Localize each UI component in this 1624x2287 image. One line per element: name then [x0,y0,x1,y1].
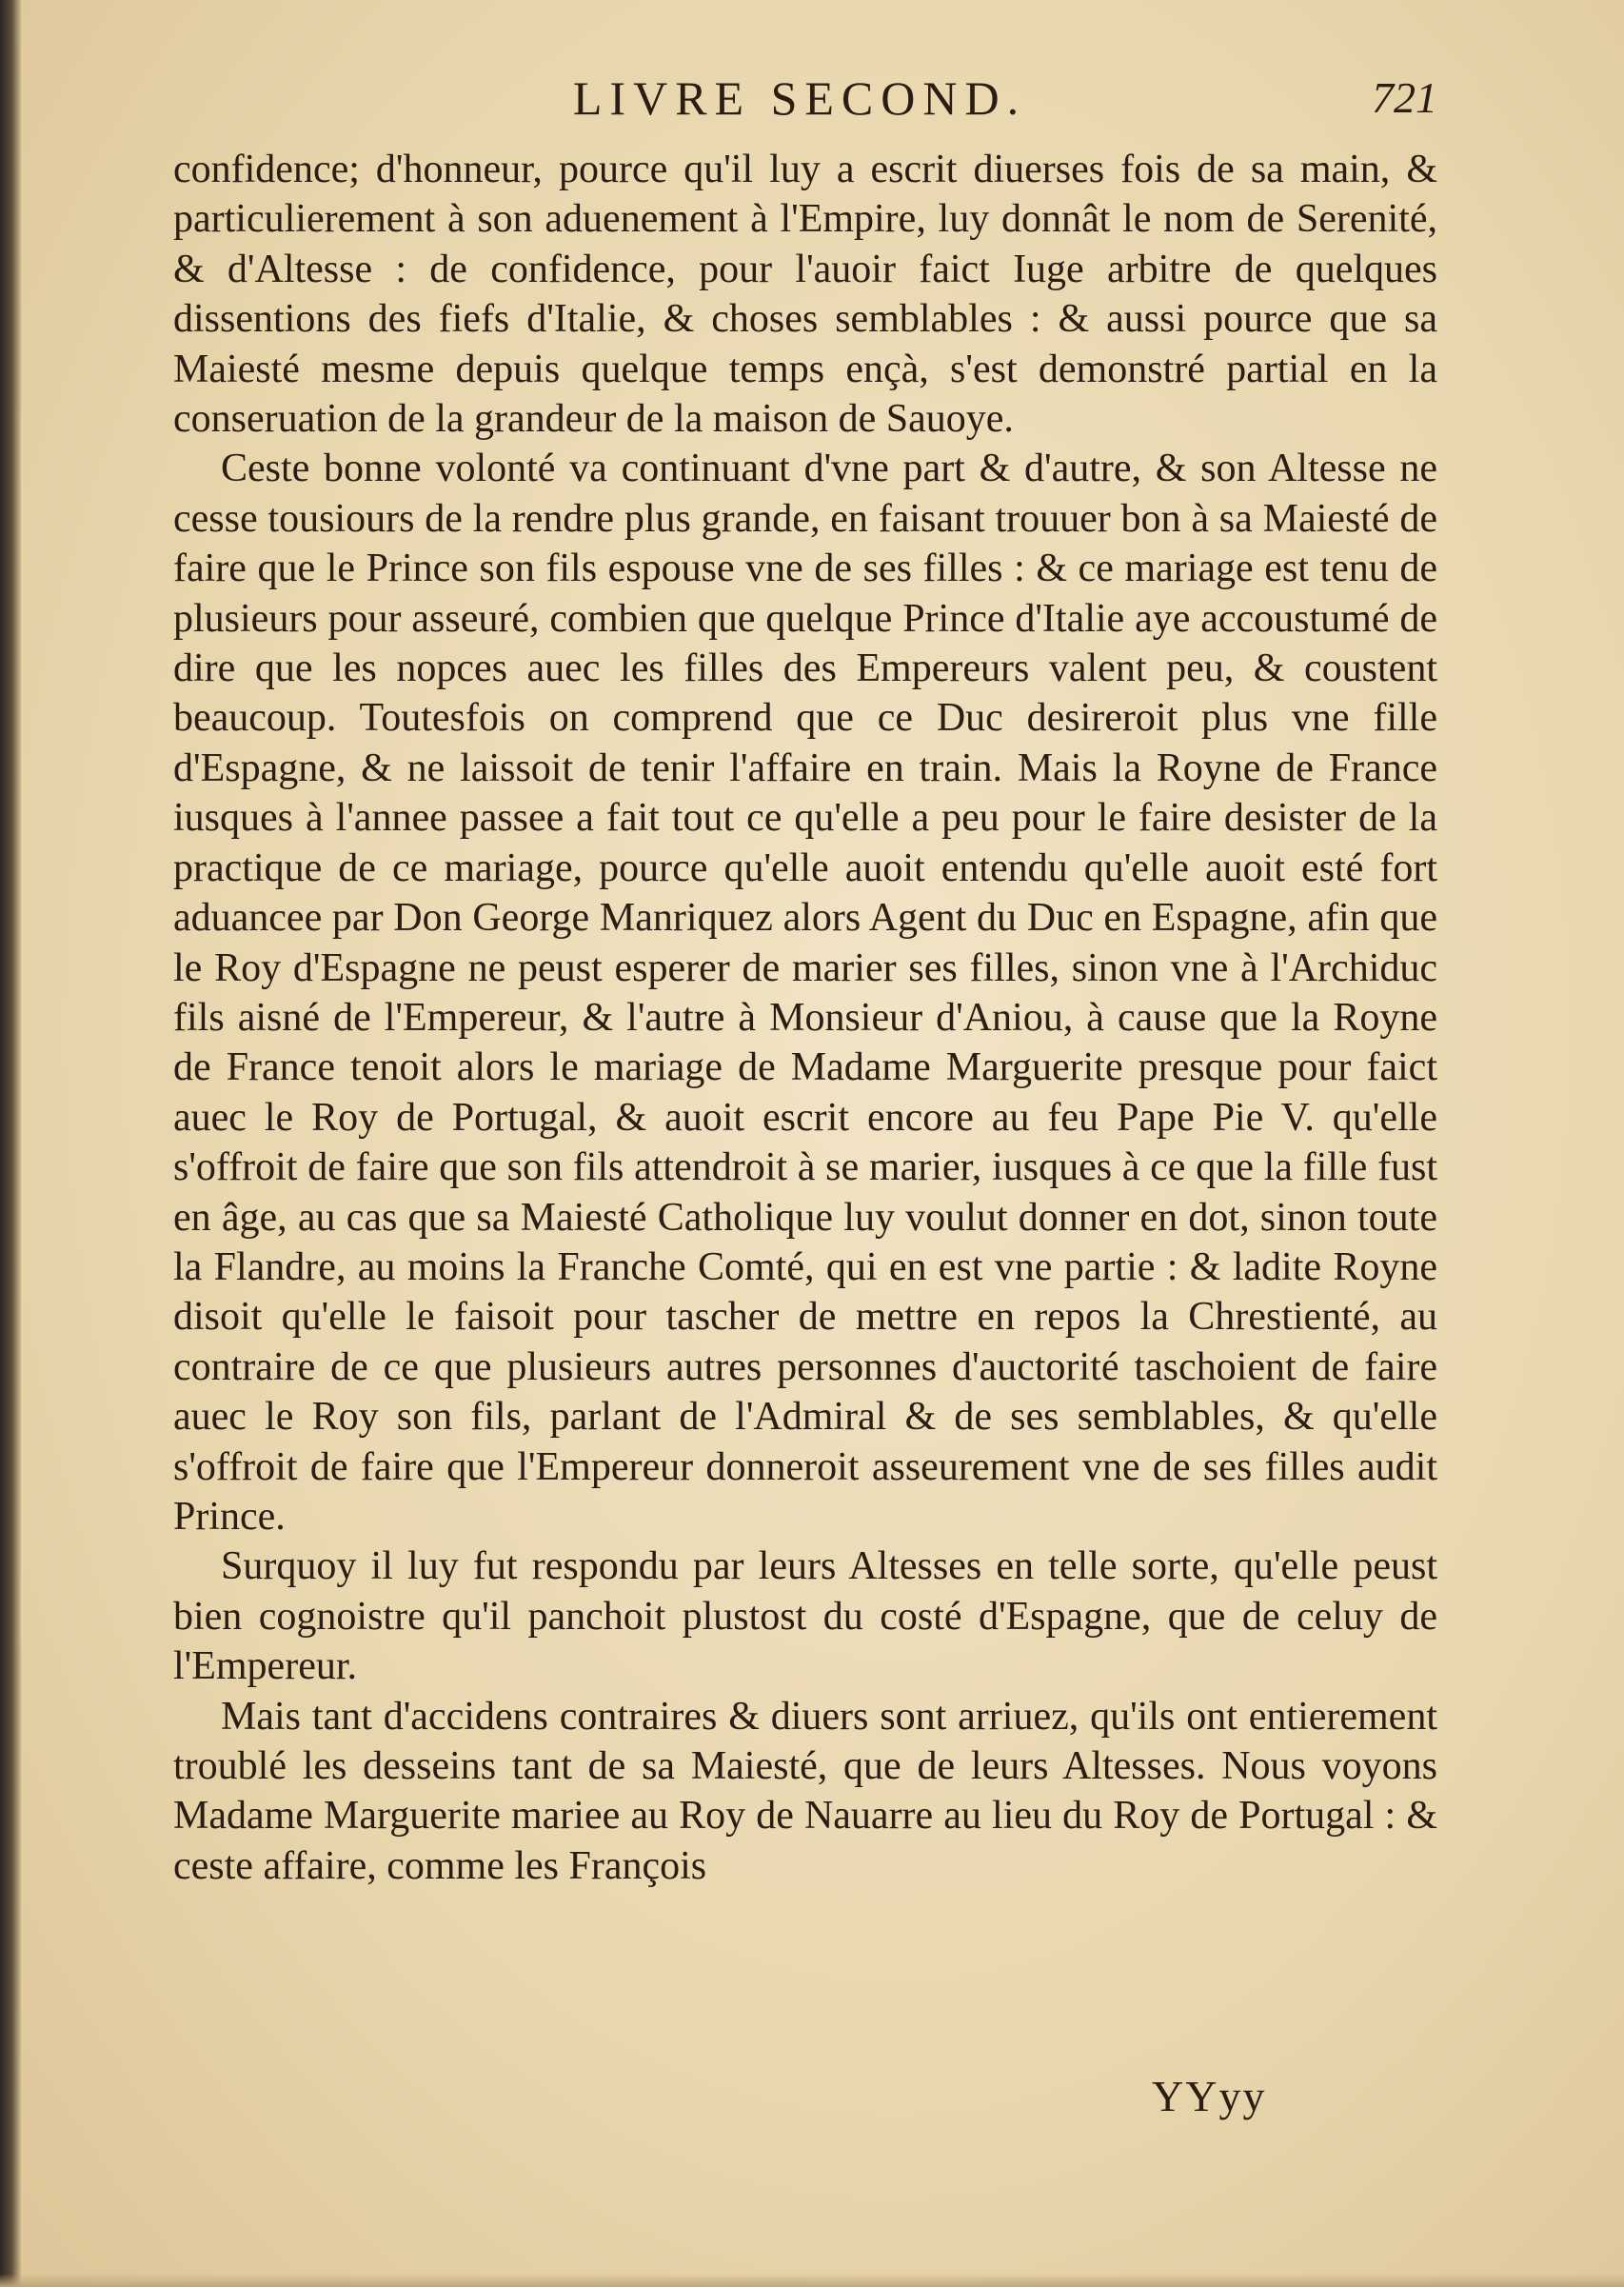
body-text [173,145,1437,1891]
page-gutter-shadow [0,0,21,2287]
signature-mark: YYyy [1152,2072,1267,2120]
page-header [162,67,1437,133]
paragraph: Ceste bonne volonté va continuant d'vne part & d'autre, & son Altesse ne cesse tousiours de la rendre plus grande, en faisant trouuer bon à sa Maiesté de faire que le Prince son fils espouse vne de ses filles : & ce mariage est tenu de plusieurs pour asseuré, combien que quelque Prince d'Italie aye accoustumé de dire que les nopces auec les filles des Empereurs valent peu, & coustent beaucoup. Toutesfois on comprend que ce Duc desireroit plus vne fille d'Espagne, & ne laissoit de tenir l'affaire en train. Mais la Royne de France iusques à l'annee passee a fait tout ce qu'elle a peu pour le faire desister de la practique de ce mariage, pource qu'elle auoit entendu qu'elle auoit esté fort aduancee par Don George Manriquez alors Agent du Duc en Espagne, afin que le Roy d'Espagne ne peust esperer de marier ses filles, sinon vne à l'Archiduc fils aisné de l'Empereur, & l'autre à Monsieur d'Aniou, à cause que la Royne de France tenoit alors le mariage de Madame Marguerite presque pour faict auec le Roy de Portugal, & auoit escrit encore au feu Pape Pie V. qu'elle s'offroit de faire que son fils attendroit à se marier, iusques à ce que la fille fust en âge, au cas que sa Maiesté Catholique luy voulut donner en dot, sinon toute la Flandre, au moins la Franche Comté, qui en est vne partie : & ladite Royne disoit qu'elle le faisoit pour tascher de mettre en repos la Chrestienté, au contraire de ce que plusieurs autres personnes d'auctorité taschoient de faire auec le Roy son fils, parlant de l'Admiral & de ses semblables, & qu'elle s'offroit de faire que l'Empereur donneroit asseurement vne de ses filles audit Prince. [173,447,1437,1539]
paragraph: confidence; d'honneur, pource qu'il luy a escrit diuerses fois de sa main, & particulierement à son aduenement à l'Empire, luy donnât le nom de Serenité, & d'Altesse : de confidence, pour l'auoir faict Iuge arbitre de quelques dissentions des fiefs d'Italie, & choses semblables : & aussi pource que sa Maiesté mesme depuis quelque temps ençà, s'est demonstré partial en la conseruation de la grandeur de la maison de Sauoye. [173,148,1437,442]
paragraph: Mais tant d'accidens contraires & diuers sont arriuez, qu'ils ont entierement troublé les desseins tant de sa Maiesté, que de leurs Altesses. Nous voyons Madame Marguerite mariee au Roy de Nauarre au lieu du Roy de Portugal : & ceste affaire, comme les François [173,1694,1437,1888]
page-bottom-edge [0,2274,1624,2287]
page-number: 721 [1372,73,1437,122]
paragraph: Surquoy il luy fut respondu par leurs Altesses en telle sorte, qu'elle peust bien cognoistre qu'il panchoit plustost du costé d'Espagne, que de celuy de l'Empereur. [173,1544,1437,1689]
running-title: LIVRE SECOND. [572,71,1027,125]
